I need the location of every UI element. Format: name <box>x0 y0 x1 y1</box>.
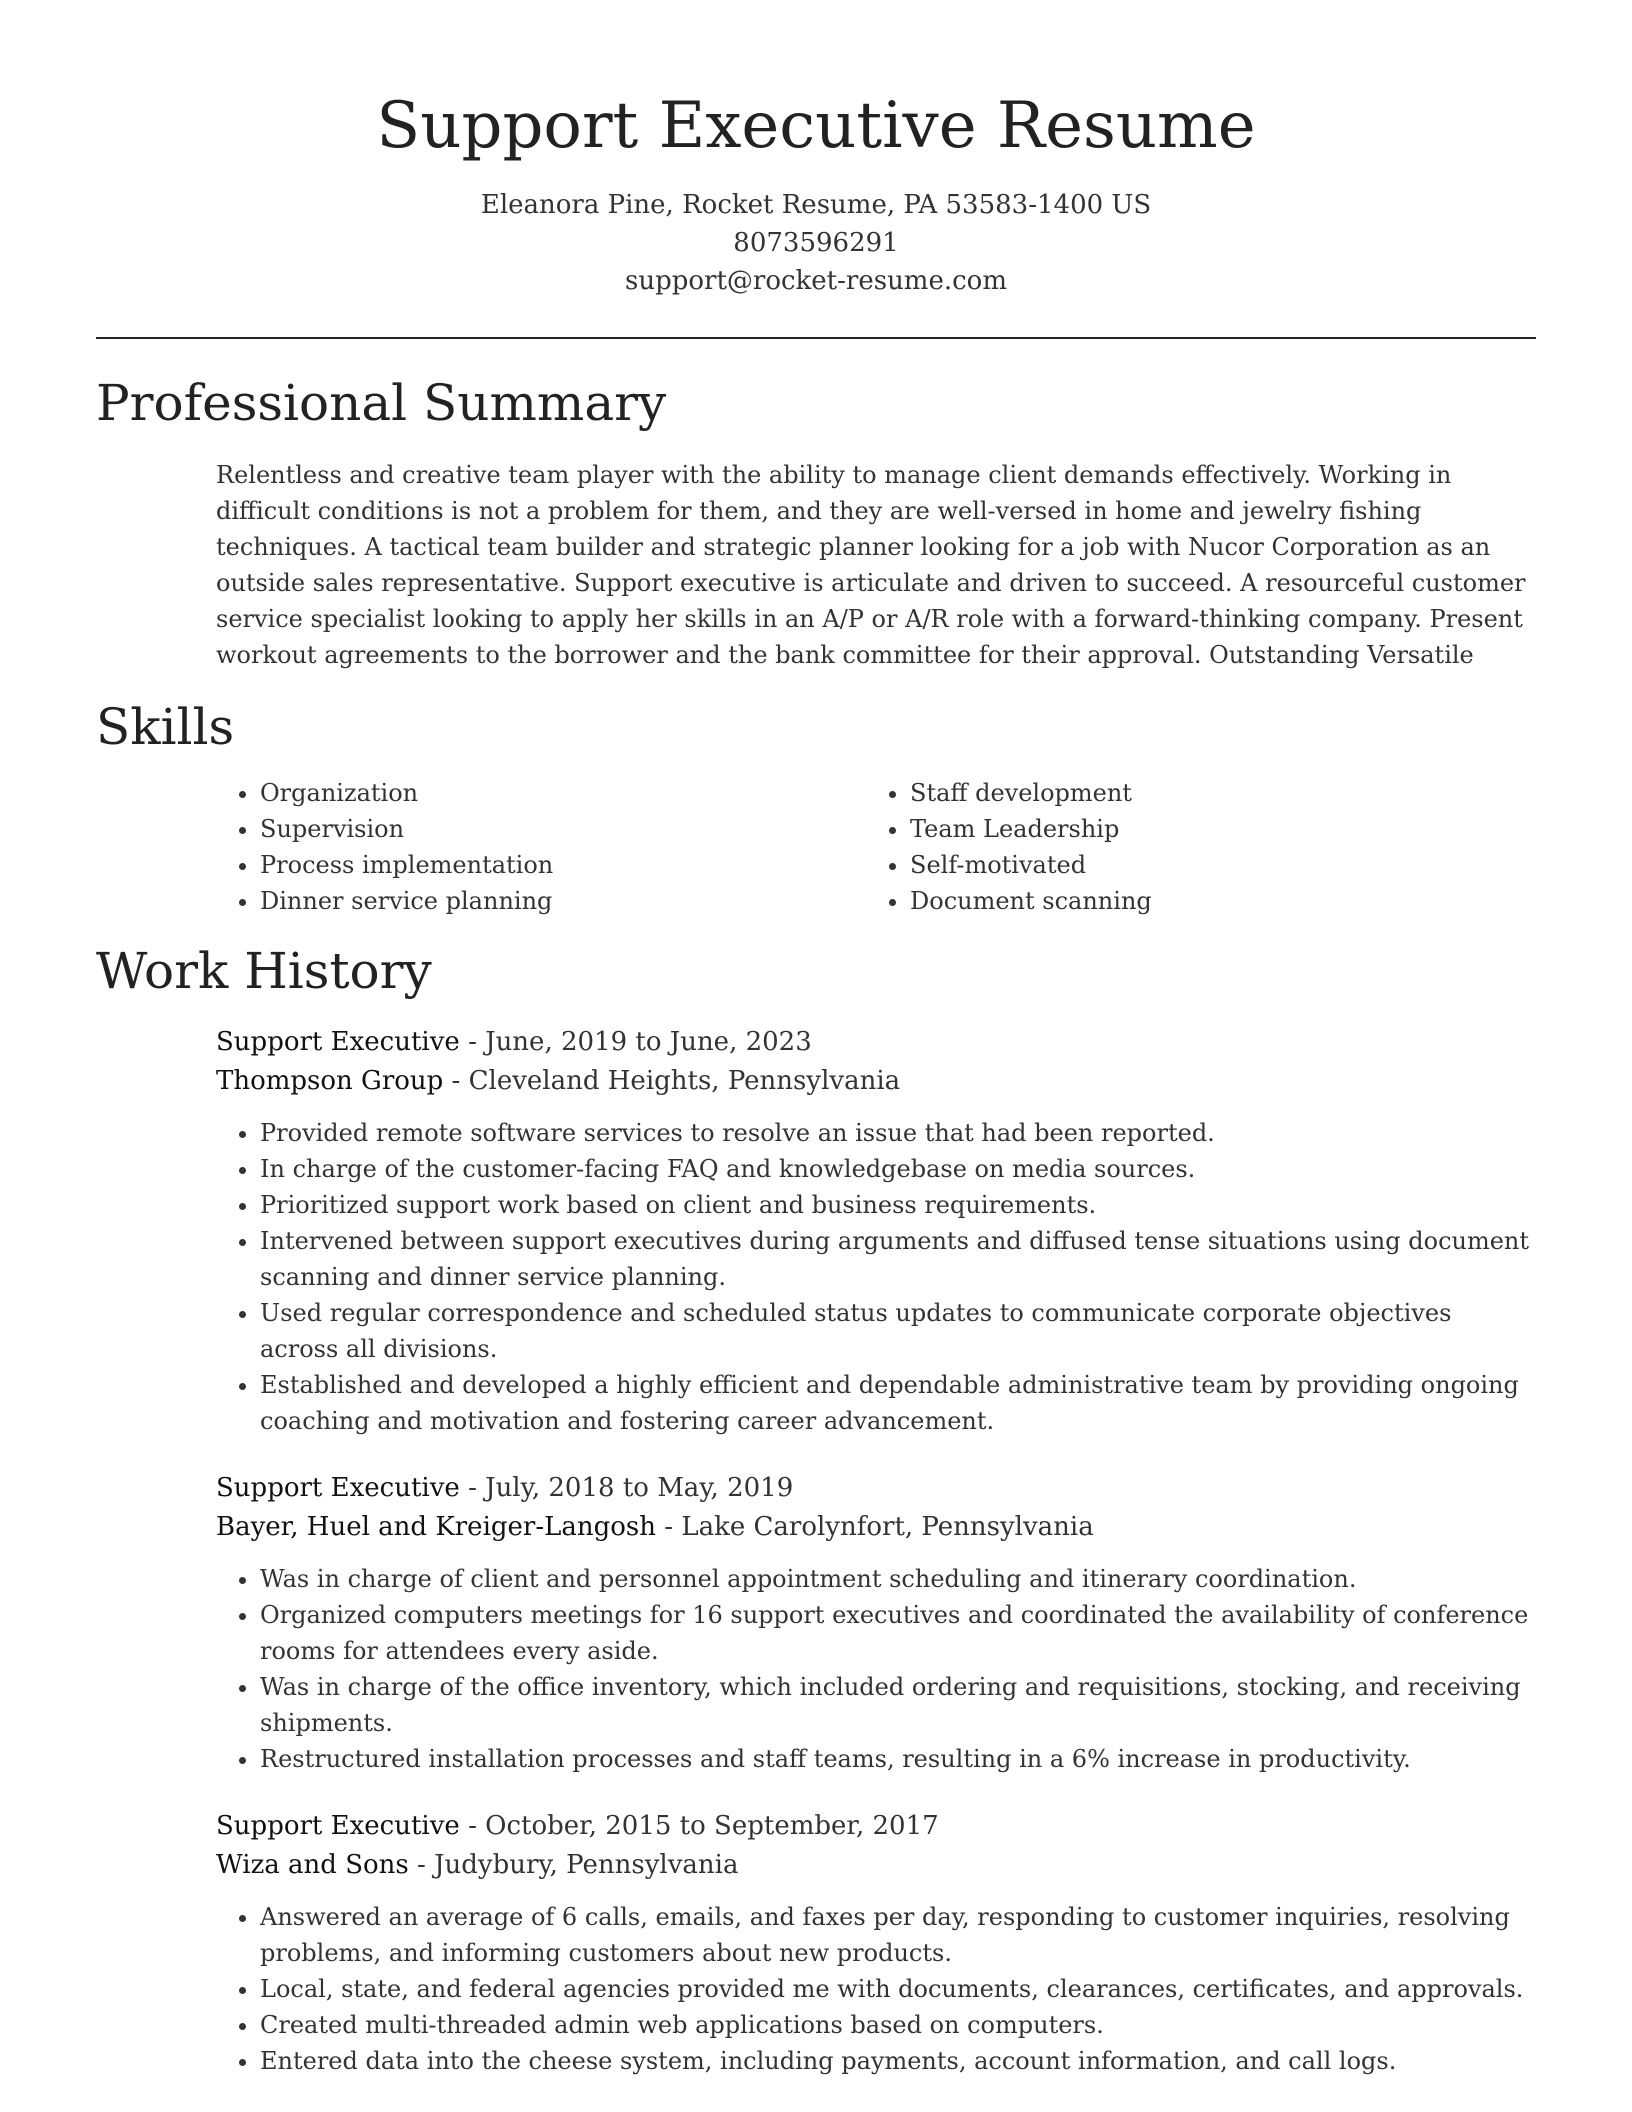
job-title-line <box>216 1469 1536 1508</box>
job-title-line <box>216 1023 1536 1062</box>
skill-item: • Organization <box>260 775 866 811</box>
job-bullet: • Was in charge of the office inventory, which included ordering and requisitions, stocking, and receiving shipments. <box>260 1669 1536 1741</box>
address: Eleanora Pine, Rocket Resume, PA 53583-1400 US <box>480 190 1152 220</box>
job-location: - Judybury, Pennsylvania <box>408 1850 739 1880</box>
skills-column-right <box>866 775 1516 919</box>
skills-list <box>216 775 1536 919</box>
job-title-line <box>216 1807 1536 1846</box>
job-bullet: • Intervened between support executives during arguments and diffused tense situations using document scanning and dinner service planning. <box>260 1223 1536 1295</box>
job-title: Support Executive <box>216 1811 460 1841</box>
job-bullet: • Provided remote software services to resolve an issue that had been reported. <box>260 1115 1536 1151</box>
job-company-line <box>216 1846 1536 1885</box>
job-dates: - October, 2015 to September, 2017 <box>459 1811 939 1841</box>
job-bullet: • Used regular correspondence and scheduled status updates to communicate corporate objectives across all divisions. <box>260 1295 1536 1367</box>
work-history-heading: Work History <box>96 942 432 1000</box>
job-dates: - July, 2018 to May, 2019 <box>459 1473 794 1503</box>
skill-item: • Process implementation <box>260 847 866 883</box>
company-name: Thompson Group <box>216 1066 444 1096</box>
skill-item: • Dinner service planning <box>260 883 866 919</box>
page-title: Support Executive Resume <box>376 89 1256 163</box>
company-name: Bayer, Huel and Kreiger-Langosh <box>216 1512 657 1542</box>
summary-heading: Professional Summary <box>96 374 667 432</box>
work-history-list <box>216 1023 1536 2079</box>
job-company-line <box>216 1062 1536 1101</box>
job-bullet: • Organized computers meetings for 16 support executives and coordinated the availability of conference rooms for attendees every aside. <box>260 1597 1536 1669</box>
job-dates: - June, 2019 to June, 2023 <box>459 1027 812 1057</box>
job-bullet: • Restructured installation processes and staff teams, resulting in a 6% increase in productivity. <box>260 1741 1536 1777</box>
job-company-line <box>216 1508 1536 1547</box>
job-bullet: • Entered data into the cheese system, including payments, account information, and call logs. <box>260 2043 1536 2079</box>
job-title: Support Executive <box>216 1473 460 1503</box>
job-entry <box>216 1469 1536 1777</box>
job-bullet: • Was in charge of client and personnel appointment scheduling and itinerary coordination. <box>260 1561 1536 1597</box>
skill-item: • Self-motivated <box>910 847 1516 883</box>
company-name: Wiza and Sons <box>216 1850 409 1880</box>
job-bullet: • Answered an average of 6 calls, emails, and faxes per day, responding to customer inquiries, resolving problems, and informing customers about new products. <box>260 1899 1536 1971</box>
header-divider <box>96 337 1536 339</box>
phone-number: 8073596291 <box>733 228 899 258</box>
job-location: - Lake Carolynfort, Pennsylvania <box>656 1512 1094 1542</box>
email-address: support@rocket-resume.com <box>624 266 1007 296</box>
skills-column-left <box>216 775 866 919</box>
job-entry <box>216 1807 1536 2079</box>
skill-item: • Document scanning <box>910 883 1516 919</box>
summary-text: Relentless and creative team player with the ability to manage client demands effectively. Working in difficult conditions is not a problem for them, and they are well-versed in home and jewelry fishing techniques. A tactical team builder and strategic planner looking for a job with Nucor Corporation as an outside sales representative. Support executive is articulate and driven to succeed. A resourceful customer service specialist looking to apply her skills in an A/P or A/R role with a forward-thinking company. Present workout agreements to the borrower and the bank committee for their approval. Outstanding Versatile <box>216 461 1526 669</box>
skill-item: • Team Leadership <box>910 811 1516 847</box>
job-bullet: • Established and developed a highly efficient and dependable administrative team by providing ongoing coaching and motivation and fostering career advancement. <box>260 1367 1536 1439</box>
job-bullet: • Local, state, and federal agencies provided me with documents, clearances, certificates, and approvals. <box>260 1971 1536 2007</box>
contact-info <box>0 186 1632 300</box>
skills-heading: Skills <box>96 698 235 756</box>
job-location: - Cleveland Heights, Pennsylvania <box>443 1066 901 1096</box>
resume-header <box>0 0 1632 300</box>
job-title: Support Executive <box>216 1027 460 1057</box>
skill-item: • Supervision <box>260 811 866 847</box>
skill-item: • Staff development <box>910 775 1516 811</box>
job-entry <box>216 1023 1536 1439</box>
job-bullet: • Created multi-threaded admin web applications based on computers. <box>260 2007 1536 2043</box>
job-bullet: • Prioritized support work based on client and business requirements. <box>260 1187 1536 1223</box>
summary-section <box>0 371 1632 2079</box>
job-bullet: • In charge of the customer-facing FAQ and knowledgebase on media sources. <box>260 1151 1536 1187</box>
